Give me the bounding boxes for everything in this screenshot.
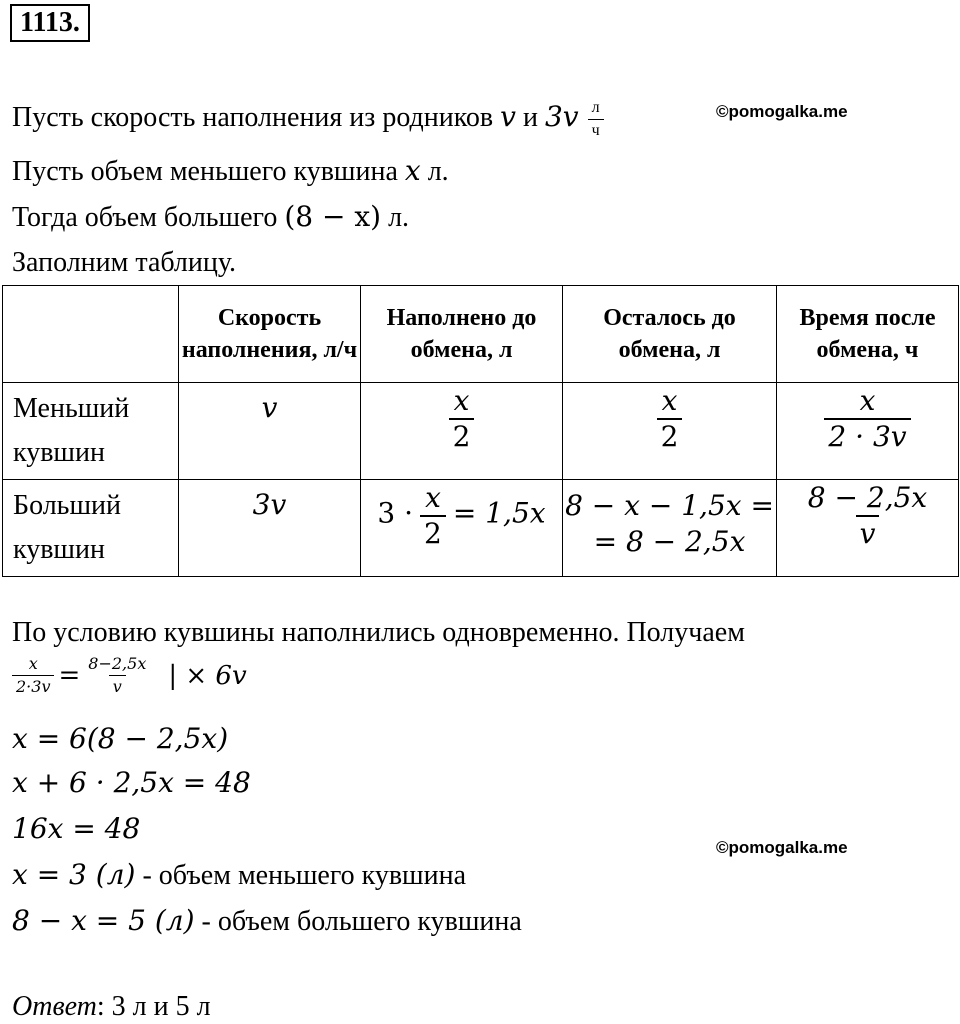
intro-line-3 xyxy=(12,200,409,235)
eq-right-den: v xyxy=(109,675,126,695)
table-row xyxy=(3,383,959,480)
data-table xyxy=(2,285,959,577)
speed-unit xyxy=(588,100,604,139)
row2-label-line2: кувшин xyxy=(13,534,105,565)
answer xyxy=(12,990,211,1024)
row1-speed-value: v xyxy=(261,391,278,424)
row2-filled-num: x xyxy=(425,481,441,514)
row1-time-den: 2 · 3v xyxy=(824,418,910,451)
eq-multiplier: | × 6v xyxy=(168,660,247,691)
watermark-bottom: ©pomogalka.me xyxy=(716,838,848,857)
intro-line-3-expr: (8 − x) xyxy=(284,200,382,233)
solution-condition: По условию кувшины наполнились одновременно. Получаем xyxy=(12,617,745,648)
step4-text: - объем меньшего кувшина xyxy=(135,860,467,891)
speed-var-v: v xyxy=(500,100,516,133)
row1-filled-den: 2 xyxy=(449,418,475,451)
row1-label-line2: кувшин xyxy=(13,437,105,468)
row2-time-den: v xyxy=(856,515,880,548)
eq-left-den: 2·3v xyxy=(12,675,54,695)
solution-step-3: 16x = 48 xyxy=(12,812,141,845)
row1-left xyxy=(563,383,777,480)
row1-filled-frac xyxy=(449,384,475,453)
table-header-time: Время после обмена, ч xyxy=(777,286,959,383)
table-header-speed: Скорость наполнения, л/ч xyxy=(179,286,361,383)
table-header-empty xyxy=(3,286,179,383)
eq-left-frac xyxy=(12,656,54,695)
row2-left-line2: = 8 − 2,5x xyxy=(593,525,746,558)
row2-left-line1: 8 − x − 1,5x = xyxy=(565,489,774,522)
eq-left-num: x xyxy=(28,654,38,673)
row1-time-num: x xyxy=(859,384,876,417)
intro-line-2-var: x xyxy=(404,154,421,187)
row2-filled-pre: 3 · xyxy=(377,496,414,530)
eq-sign: = xyxy=(58,660,81,691)
intro-line-1 xyxy=(12,100,604,139)
task-number: 1113. xyxy=(10,4,90,42)
row-label-small-jug xyxy=(3,383,179,480)
answer-label: Ответ xyxy=(12,991,97,1022)
row1-filled-num: x xyxy=(453,384,470,417)
answer-value: : 3 л и 5 л xyxy=(96,991,211,1022)
row1-filled xyxy=(361,383,563,480)
intro-line-3-unit: л. xyxy=(388,202,410,233)
row2-left xyxy=(563,480,777,577)
row2-filled xyxy=(361,480,563,577)
speed-var-3v: 3v xyxy=(544,100,579,133)
table-row xyxy=(3,480,959,577)
row2-filled-frac xyxy=(420,481,446,550)
row1-speed xyxy=(179,383,361,480)
intro-line-1-text: Пусть скорость наполнения из родников xyxy=(12,102,494,133)
step5-expr: 8 − x = 5 (л) xyxy=(12,904,195,937)
row2-time-num: 8 − 2,5x xyxy=(807,481,928,514)
intro-line-2 xyxy=(12,154,449,189)
row1-left-num: x xyxy=(661,384,678,417)
intro-line-4: Заполним таблицу. xyxy=(12,247,237,278)
intro-line-2-unit: л. xyxy=(427,156,449,187)
speed-unit-num: л xyxy=(591,99,600,117)
speed-unit-den: ч xyxy=(588,119,604,139)
row2-speed-value: 3v xyxy=(252,488,287,521)
solution-step-4 xyxy=(12,858,466,893)
row2-label-line1: Больший xyxy=(13,490,121,521)
watermark-top: ©pomogalka.me xyxy=(716,102,848,121)
row-label-big-jug xyxy=(3,480,179,577)
step4-expr: x = 3 (л) xyxy=(12,858,136,891)
table-header-filled: Наполнено до обмена, л xyxy=(361,286,563,383)
row1-left-den: 2 xyxy=(657,418,683,451)
eq-right-num: 8−2,5x xyxy=(88,654,147,673)
table-header-row xyxy=(3,286,959,383)
row2-filled-den: 2 xyxy=(420,515,446,548)
solution-equation xyxy=(12,656,247,695)
row2-filled-post: = 1,5x xyxy=(452,496,546,530)
solution-step-2: x + 6 · 2,5x = 48 xyxy=(12,766,251,799)
row1-label-line1: Меньший xyxy=(13,393,130,424)
row1-time-frac xyxy=(824,384,910,453)
table-header-left: Осталось до обмена, л xyxy=(563,286,777,383)
intro-line-3-text: Тогда объем большего xyxy=(12,202,278,233)
solution-step-1: x = 6(8 − 2,5x) xyxy=(12,722,229,755)
row2-speed xyxy=(179,480,361,577)
intro-line-2-text: Пусть объем меньшего кувшина xyxy=(12,156,398,187)
eq-right-frac xyxy=(84,656,150,695)
row1-left-frac xyxy=(657,384,683,453)
intro-and: и xyxy=(522,102,538,133)
solution-step-5 xyxy=(12,904,522,939)
row2-time xyxy=(777,480,959,577)
row2-time-frac xyxy=(804,481,931,550)
step5-text: - объем большего кувшина xyxy=(194,906,522,937)
row1-time xyxy=(777,383,959,480)
